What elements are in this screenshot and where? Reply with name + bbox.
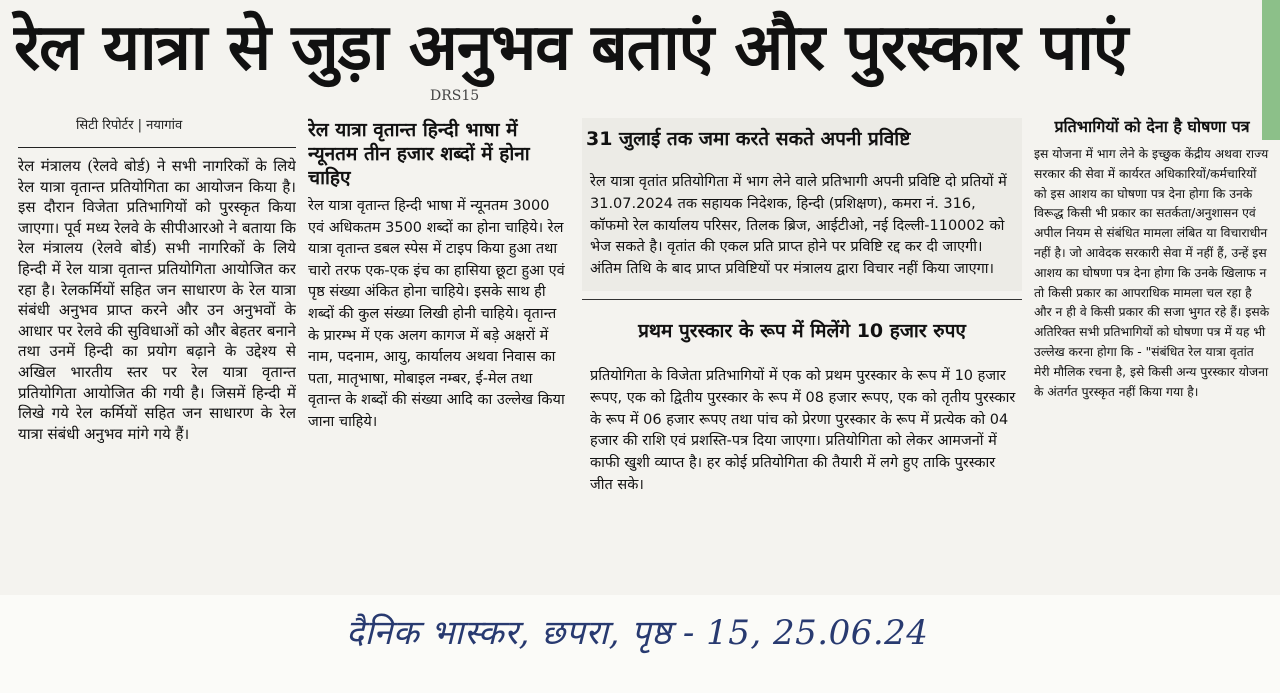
handwritten-source-note: दैनिक भास्कर, छपरा, पृष्ठ - 15, 25.06.24 bbox=[346, 613, 929, 653]
column-3-subhead-1: 31 जुलाई तक जमा करते सकते अपनी प्रविष्टि bbox=[586, 128, 911, 150]
column-4-body: इस योजना में भाग लेने के इच्छुक केंद्रीय अथवा राज्य सरकार की सेवा में कार्यरत अधिकारियों/कर्मचारियों को इस आशय का घोषणा पत्र देना होगा कि उनके विरूद्ध किसी भी प्रकार का सतर्कता/अनुशासन एवं अपील नियम से संबंधित मामला लंबित या विचाराधीन नहीं है। जो आवेदक सरकारी सेवा में नहीं हैं, उन्हें इस आशय का घोषणा पत्र देना होगा कि उनके खिलाफ न तो किसी प्रकार का आपराधिक मामला चल रहा है और न ही वे किसी प्रकार की सजा भुगत रहे हैं। इसके अतिरिक्त सभी प्रतिभागियों को घोषणा पत्र में यह भी उल्लेख करना होगा कि - "संबंधित रेल यात्रा वृतांत मेरी मौलिक रचना है, इसे किसी अन्य पुरस्कार योजना के अंतर्गत पुरस्कृत नहीं किया गया है। bbox=[1034, 147, 1270, 399]
byline: सिटी रिपोर्टर | नयागांव bbox=[76, 118, 183, 133]
column-3-body-1: रेल यात्रा वृतांत प्रतियोगिता में भाग लेने वाले प्रतिभागी अपनी प्रविष्टि दो प्रतियों में 31.07.2024 तक सहायक निदेशक, हिन्दी (प्रशिक्षण), कमरा नं. 316, कॉफमो रेल कार्यालय परिसर, तिलक ब्रिज, आईटीओ, नई दिल्ली-110002 को भेज सकते है। वृतांत की एकल प्रति प्राप्त होने पर प्रविष्टि रद्द कर दी जाएगी। अंतिम तिथि के बाद प्राप्त प्रविष्टियों पर मंत्रालय द्वारा विचार नहीं किया जाएगा। bbox=[590, 174, 1007, 278]
column-2-subhead: रेल यात्रा वृतान्त हिन्दी भाषा में न्यूनतम तीन हजार शब्दों में होना चाहिए bbox=[308, 119, 530, 189]
byline-rule bbox=[18, 147, 296, 148]
margin-note: DRS15 bbox=[430, 88, 480, 104]
column-2 bbox=[308, 118, 566, 590]
column-3 bbox=[582, 118, 1022, 578]
entry-deadline-box bbox=[582, 118, 1022, 291]
column-4-subhead: प्रतिभागियों को देना है घोषणा पत्र bbox=[1054, 117, 1250, 136]
section-rule bbox=[582, 299, 1022, 300]
column-3-subhead-2: प्रथम पुरस्कार के रूप में मिलेंगे 10 हजार रुपए bbox=[638, 319, 966, 342]
column-1 bbox=[18, 115, 296, 587]
column-4 bbox=[1034, 115, 1270, 577]
column-2-body: रेल यात्रा वृतान्त हिन्दी भाषा में न्यूनतम 3000 एवं अधिकतम 3500 शब्दों का होना चाहिये। रेल यात्रा वृतान्त डबल स्पेस में टाइप किया हुआ तथा चारो तरफ एक-एक इंच का हासिया छूटा हुआ एवं पृष्ठ संख्या अंकित होना चाहिये। इसके साथ ही शब्दों की कुल संख्या लिखी होनी चाहिये। वृतान्त के प्रारम्भ में एक अलग कागज में बड़े अक्षरों में नाम, पदनाम, आयु, कार्यालय अथवा निवास का पता, मातृभाषा, मोबाइल नम्बर, ई-मेल तथा वृतान्त के शब्दों की संख्या आदि का उल्लेख किया जाना चाहिये। bbox=[308, 198, 565, 430]
headline: रेल यात्रा से जुड़ा अनुभव बताएं और पुरस्कार पाएं bbox=[14, 11, 1128, 85]
column-3-body-2: प्रतियोगिता के विजेता प्रतिभागियों में एक को प्रथम पुरस्कार के रूप में 10 हजार रूपए, एक को द्वितीय पुरस्कार के रूप में 08 हजार रूपए, एक को तृतीय पुरस्कार के रूप में 06 हजार रूपए तथा पांच को प्रेरणा पुरस्कार के रूप में प्रत्येक को 04 हजार की राशि एवं प्रशस्ति-पत्र दिया जाएगा। प्रतियोगिता को लेकर आमजनों में काफी खुशी व्याप्त है। हर कोई प्रतियोगिता की तैयारी में लगे हुए ताकि पुरस्कार जीत सके। bbox=[590, 367, 1016, 493]
column-1-body: रेल मंत्रालय (रेलवे बोर्ड) ने सभी नागरिकों के लिये रेल यात्रा वृतान्त प्रतियोगिता का आयोजन किया है। इस दौरान विजेता प्रतिभागियों को पुरस्कृत किया जाएगा। पूर्व मध्य रेलवे के सीपीआरओ ने बताया कि रेल मंत्रालय (रेलवे बोर्ड) सभी नागरिकों के लिये हिन्दी में रेल यात्रा वृतान्त प्रतियोगिता आयोजित कर रहा है। रेलकर्मियों सहित जन साधारण के रेल यात्रा संबंधी अनुभव प्राप्त करने और उन अनुभवों के आधार पर रेलवे की सुविधाओं को और बेहतर बनाने तथा उनमें हिन्दी का प्रयोग बढ़ाने के उद्देश्य से अखिल भारतीय स्तर पर रेल यात्रा वृतान्त प्रतियोगिता आयोजित की गयी है। जिसमें हिन्दी में लिखे गये रेल कर्मियों सहित जन साधारण के रेल यात्रा संबंधी अनुभव मांगे गये हैं। bbox=[18, 157, 296, 443]
